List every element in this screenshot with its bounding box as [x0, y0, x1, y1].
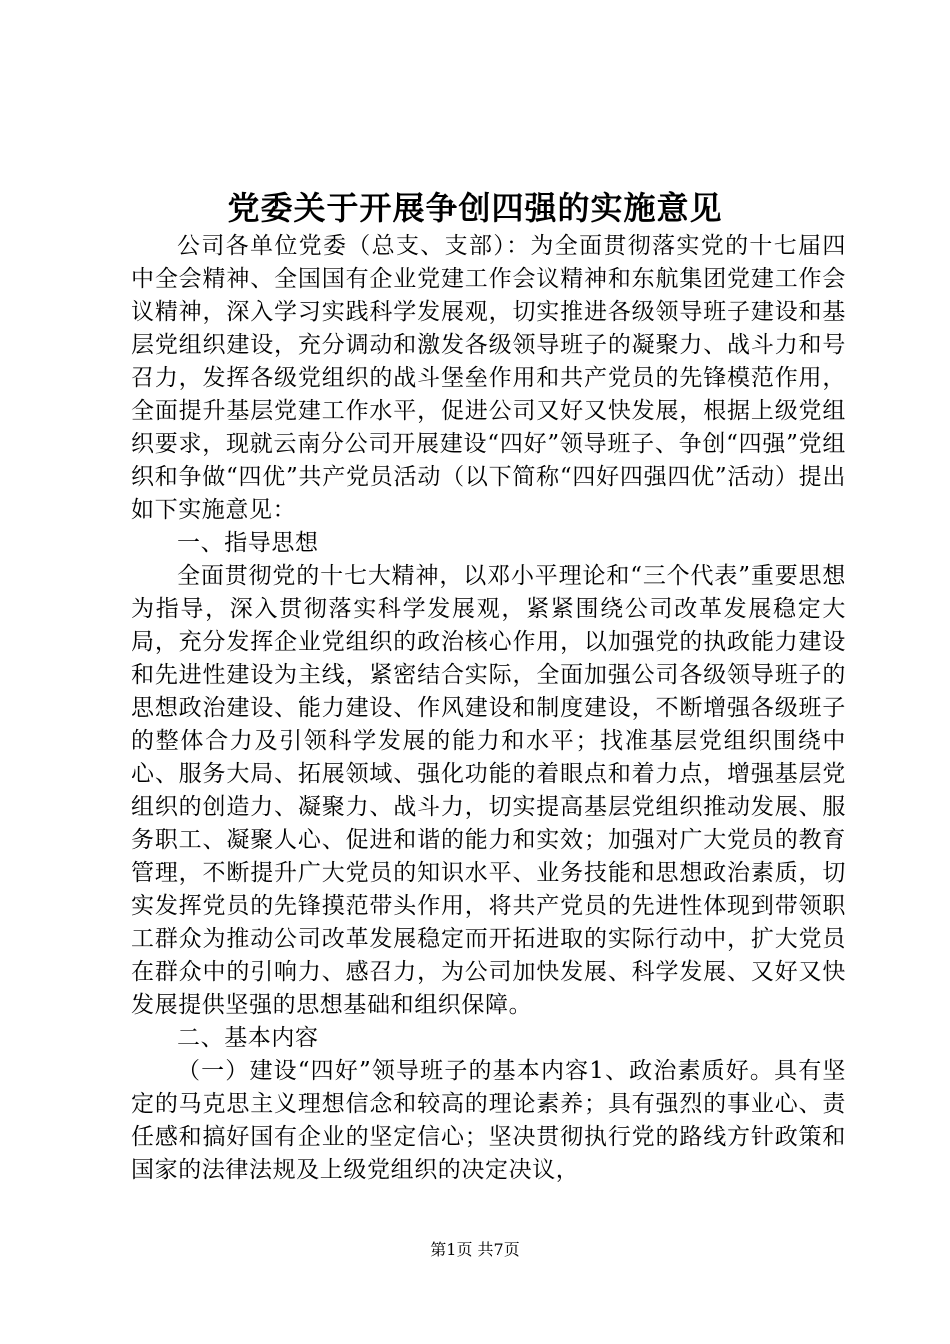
paragraph-intro: 公司各单位党委（总支、支部）：为全面贯彻落实党的十七届四中全会精神、全国国有企业党建工作会议精神和东航集团党建工作会议精神，深入学习实践科学发展观，切实推进各级领导班子建设和基层党组织建设，充分调动和激发各级领导班子的凝聚力、战斗力和号召力，发挥各级党组织的战斗堡垒作用和共产党员的先锋模范作用，全面提升基层党建工作水平，促进公司又好又快发展，根据上级党组织要求，现就云南分公司开展建设“四好”领导班子、争创“四强”党组织和争做“四优”共产党员活动（以下简称“四好四强四优”活动）提出如下实施意见：	[131, 233, 846, 523]
section-heading-basic-content: 二、基本内容	[177, 1025, 319, 1051]
page-number-footer: 第1页 共7页	[430, 1240, 520, 1259]
section-heading-guiding-thought: 一、指导思想	[177, 530, 319, 556]
paragraph-basic-content: （一）建设“四好”领导班子的基本内容1、政治素质好。具有坚定的马克思主义理想信念和较高的理论素养；具有强烈的事业心、责任感和搞好国有企业的坚定信心；坚决贯彻执行党的路线方针政策和国家的法律法规及上级党组织的决定决议，	[131, 1058, 846, 1183]
document-body	[131, 230, 846, 1187]
document-title: 党委关于开展争创四强的实施意见	[227, 189, 723, 227]
paragraph-guiding-thought: 全面贯彻党的十七大精神，以邓小平理论和“三个代表”重要思想为指导，深入贯彻落实科学发展观，紧紧围绕公司改革发展稳定大局，充分发挥企业党组织的政治核心作用，以加强党的执政能力建设和先进性建设为主线，紧密结合实际，全面加强公司各级领导班子的思想政治建设、能力建设、作风建设和制度建设，不断增强各级班子的整体合力及引领科学发展的能力和水平；找准基层党组织围绕中心、服务大局、拓展领域、强化功能的着眼点和着力点，增强基层党组织的创造力、凝聚力、战斗力，切实提高基层党组织推动发展、服务职工、凝聚人心、促进和谐的能力和实效；加强对广大党员的教育管理，不断提升广大党员的知识水平、业务技能和思想政治素质，切实发挥党员的先锋摸范带头作用，将共产党员的先进性体现到带领职工群众为推动公司改革发展稳定而开拓进取的实际行动中，扩大党员在群众中的引响力、感召力，为公司加快发展、科学发展、又好又快发展提供坚强的思想基础和组织保障。	[131, 563, 846, 1018]
